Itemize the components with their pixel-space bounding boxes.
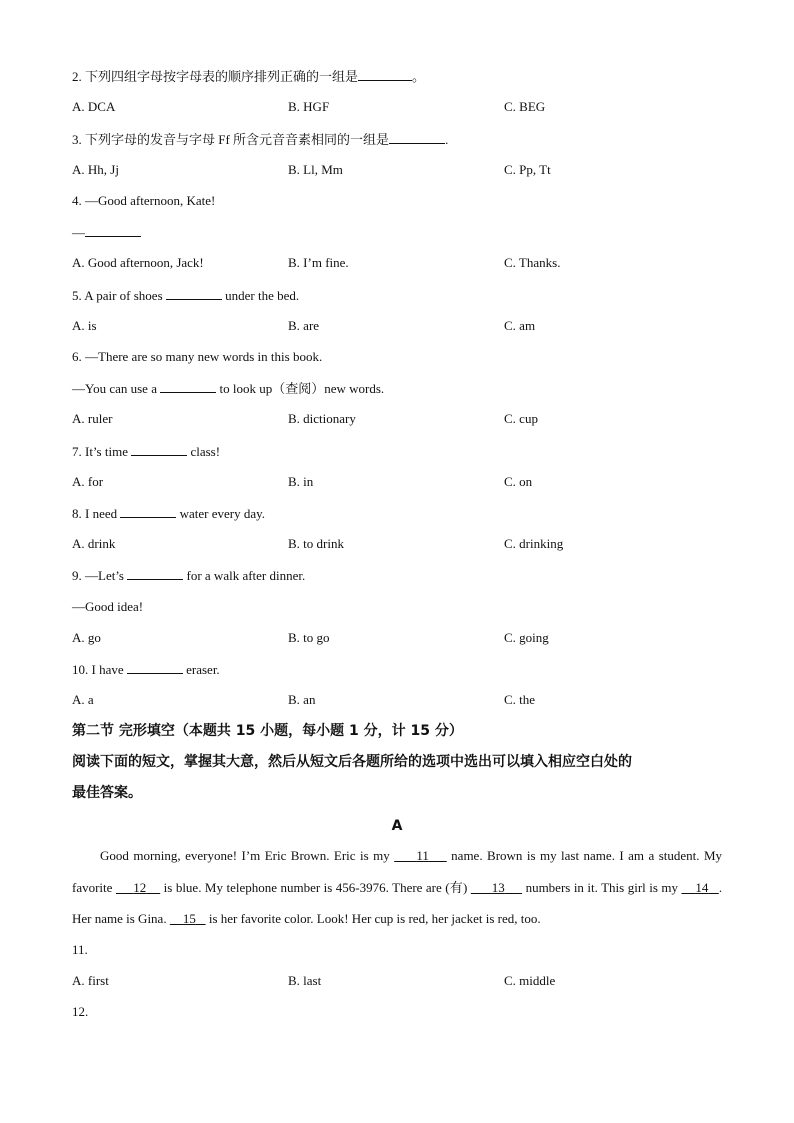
question-7-options (72, 473, 732, 491)
option-c[interactable]: C. going (504, 630, 549, 645)
blank-14: 14 (695, 879, 709, 895)
question-7-stem: 7. It’s time class! (72, 444, 221, 459)
option-c[interactable]: C. Thanks. (504, 255, 561, 270)
question-8-options (72, 535, 732, 553)
question-6-reply: —You can use a to look up（查阅）new words. (72, 381, 385, 396)
question-3-stem: 3. 下列字母的发音与字母 Ff 所含元音音素相同的一组是 . (72, 132, 449, 147)
blank-12: 12 (133, 879, 147, 895)
question-8-stem: 8. I need water every day. (72, 506, 266, 521)
answer-blank (166, 286, 222, 300)
option-a[interactable]: A. first (72, 973, 109, 988)
option-a[interactable]: A. a (72, 692, 94, 707)
question-9-stem: 9. —Let’s for a walk after dinner. (72, 568, 306, 583)
blank-15: 15 (182, 911, 196, 926)
question-12-number: 12. (72, 1004, 89, 1019)
option-b[interactable]: B. HGF (288, 99, 330, 114)
question-11-options (72, 972, 732, 990)
option-b[interactable]: B. in (288, 474, 314, 489)
option-b[interactable]: B. last (288, 973, 322, 988)
option-a[interactable]: A. DCA (72, 99, 116, 114)
question-10-stem: 10. I have eraser. (72, 662, 220, 677)
answer-blank (160, 379, 216, 393)
option-c[interactable]: C. Pp, Tt (504, 162, 551, 177)
answer-blank (389, 130, 445, 144)
option-c[interactable]: C. cup (504, 411, 538, 426)
option-a[interactable]: A. Good afternoon, Jack! (72, 255, 204, 270)
option-a[interactable]: A. Hh, Jj (72, 162, 119, 177)
option-b[interactable]: B. an (288, 692, 316, 707)
question-6-stem: 6. —There are so many new words in this book. (72, 349, 323, 364)
question-5-stem: 5. A pair of shoes under the bed. (72, 288, 300, 303)
option-b[interactable]: B. I’m fine. (288, 255, 349, 270)
answer-blank (131, 442, 187, 456)
answer-blank (127, 566, 183, 580)
option-b[interactable]: B. to go (288, 630, 330, 645)
option-c[interactable]: C. BEG (504, 99, 546, 114)
question-5-options (72, 317, 732, 335)
question-4-options (72, 254, 732, 272)
option-c[interactable]: C. on (504, 474, 533, 489)
option-b[interactable]: B. are (288, 318, 320, 333)
question-3-options (72, 161, 732, 179)
option-a[interactable]: A. for (72, 474, 104, 489)
option-c[interactable]: C. am (504, 318, 536, 333)
option-c[interactable]: C. the (504, 692, 536, 707)
question-4-reply: — (72, 223, 141, 242)
answer-blank (127, 660, 183, 674)
blank-13: 13 (491, 879, 505, 895)
option-b[interactable]: B. dictionary (288, 411, 356, 426)
option-b[interactable]: B. to drink (288, 536, 344, 551)
passage-a: Good morning, everyone! I’m Eric Brown. Eric is my 11 name. Brown is my last name. I am a student. My favorite 12 is blue. My telephone number is 456-3976. There are (有) 13 numbers in it. This girl is my 14 . Her name is Gina. 15 is her favorite color. Look! Her cup is red, her jacket is red, too. (72, 848, 723, 926)
option-b[interactable]: B. Ll, Mm (288, 162, 343, 177)
question-6-options (72, 410, 732, 428)
question-9-options (72, 629, 732, 647)
option-a[interactable]: A. ruler (72, 411, 113, 426)
answer-blank (85, 223, 141, 237)
answer-blank (120, 504, 176, 518)
answer-blank (358, 67, 412, 81)
blank-11: 11 (416, 848, 429, 863)
question-4-stem: 4. —Good afternoon, Kate! (72, 193, 216, 208)
question-9-reply: —Good idea! (72, 599, 144, 614)
question-2-stem: 2. 下列四组字母按字母表的顺序排列正确的一组是 。 (72, 69, 426, 84)
question-2-options (72, 98, 732, 116)
passage-label: A (391, 818, 403, 834)
option-c[interactable]: C. drinking (504, 536, 564, 551)
section-title: 第二节 完形填空（本题共 15 小题，每小题 1 分，计 15 分） (72, 723, 463, 739)
question-11-number: 11. (72, 942, 88, 957)
option-c[interactable]: C. middle (504, 973, 556, 988)
section-instructions-line-2: 最佳答案。 (72, 785, 142, 801)
option-a[interactable]: A. is (72, 318, 97, 333)
option-a[interactable]: A. drink (72, 536, 116, 551)
question-10-options (72, 691, 732, 709)
section-instructions-line-1: 阅读下面的短文，掌握其大意，然后从短文后各题所给的选项中选出可以填入相应空白处的 (72, 754, 632, 770)
option-a[interactable]: A. go (72, 630, 101, 645)
